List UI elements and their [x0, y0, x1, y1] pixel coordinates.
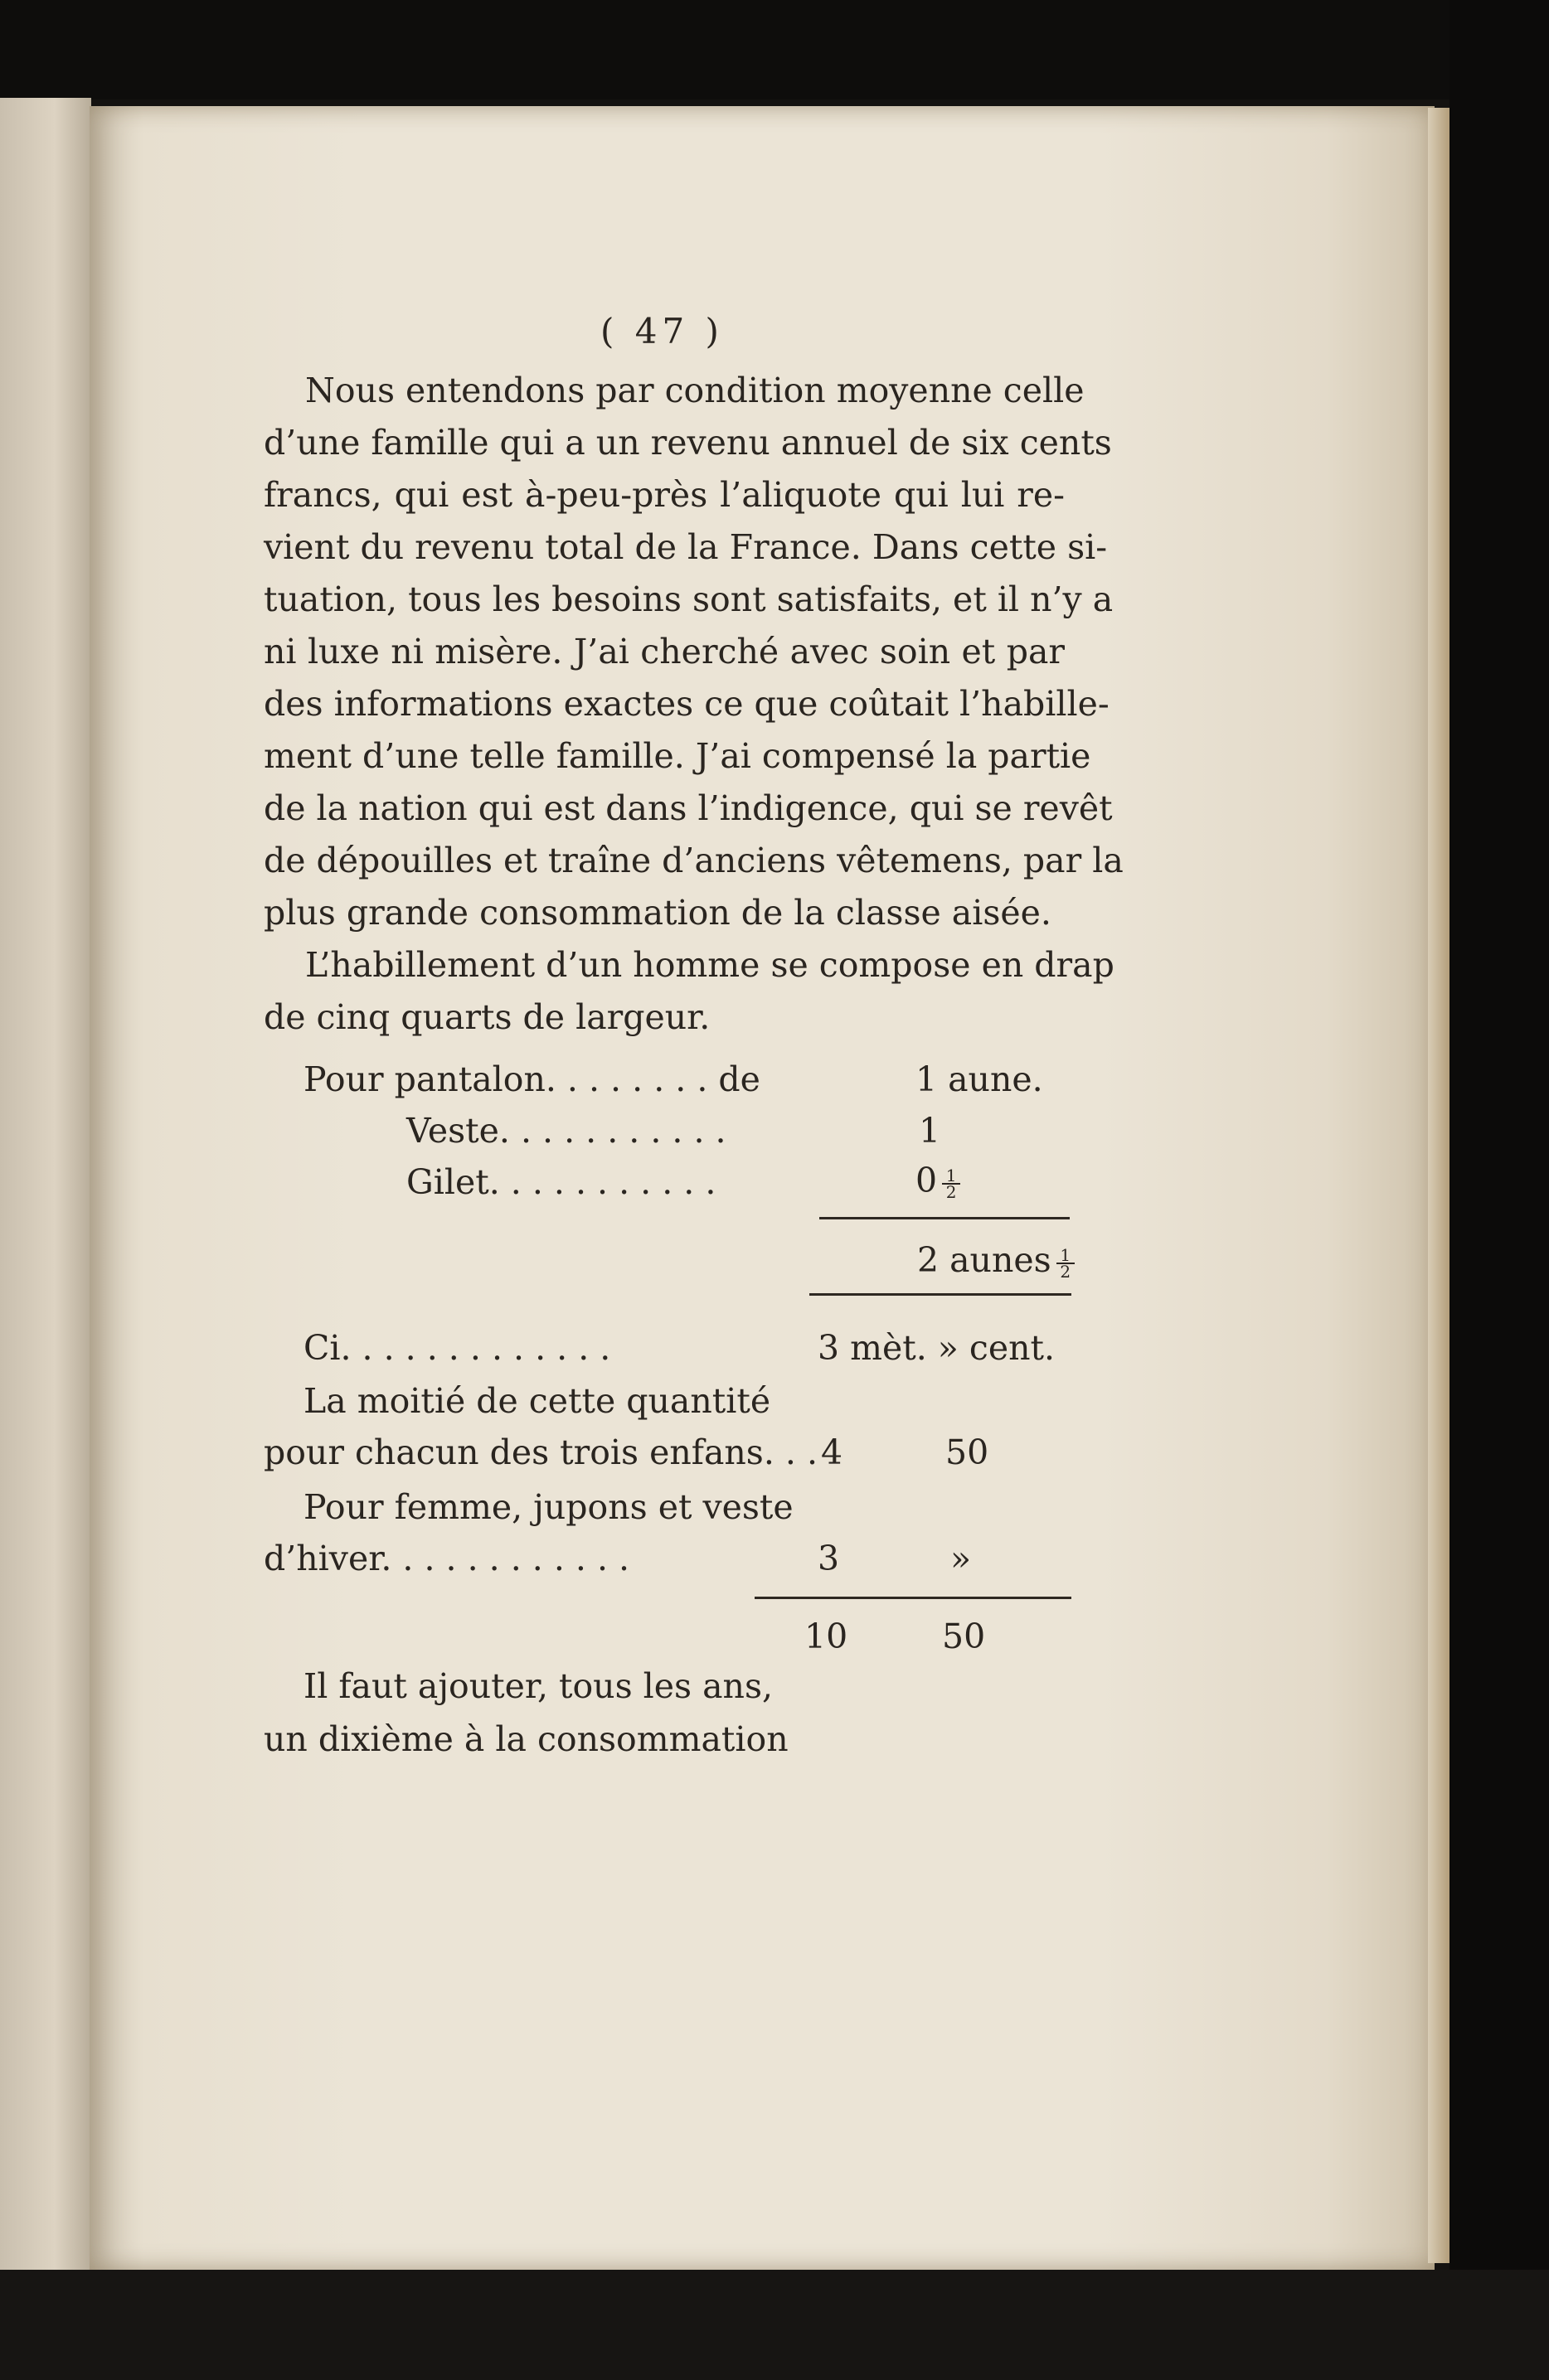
paragraph-line: de la nation qui est dans l’indigence, qui se revêt: [264, 788, 1113, 828]
paragraph-line: d’une famille qui a un revenu annuel de six cents: [264, 423, 1112, 463]
paragraph-line: L’habillement d’un homme se compose en drap: [305, 945, 1114, 985]
closing-line-2: un dixième à la consommation: [264, 1719, 789, 1759]
paragraph-line: vient du revenu total de la France. Dans cette si-: [264, 527, 1108, 567]
fraction-denominator: 2: [1060, 1261, 1071, 1282]
woman-cent: »: [950, 1539, 972, 1578]
gilet-value: [915, 1161, 960, 1200]
woman-label-line2: d’hiver. . . . . . . . . . . .: [264, 1539, 630, 1578]
children-cent: 50: [945, 1432, 989, 1472]
ci-value: 3 mèt. » cent.: [818, 1328, 1056, 1368]
ci-label: Ci. . . . . . . . . . . . .: [303, 1328, 611, 1368]
children-label-line2: pour chacun des trois enfans. . .: [264, 1432, 818, 1472]
children-label-line1: La moitié de cette quantité: [303, 1381, 771, 1421]
children-met: 4: [821, 1432, 843, 1472]
gilet-value-number: 0: [915, 1161, 938, 1200]
woman-label-line1: Pour femme, jupons et veste: [303, 1487, 794, 1527]
woman-met: 3: [818, 1539, 840, 1578]
pantalon-value: 1 aune.: [915, 1059, 1043, 1099]
half-fraction: [1056, 1244, 1075, 1282]
paragraph-line: tuation, tous les besoins sont satisfaits, et il n’y a: [264, 579, 1114, 619]
fraction-numerator: 1: [945, 1165, 957, 1185]
total-met: 10: [804, 1617, 848, 1656]
paragraph-condition-moyenne: [264, 365, 1124, 1044]
paragraph-line: de cinq quarts de largeur.: [264, 997, 711, 1037]
closing-line-1: Il faut ajouter, tous les ans,: [303, 1666, 774, 1706]
paragraph-line: ment d’une telle famille. J’ai compensé la partie: [264, 736, 1091, 776]
veste-value: 1: [919, 1111, 941, 1151]
background-right: [1449, 0, 1549, 2380]
paragraph-line: des informations exactes ce que coûtait l’habille-: [264, 684, 1110, 724]
cloth-total: [917, 1240, 1075, 1280]
paragraph-line: Nous entendons par condition moyenne celle: [305, 371, 1085, 410]
page-number: ( 47 ): [600, 311, 724, 351]
total-cent: 50: [942, 1617, 986, 1656]
gilet-label: Gilet. . . . . . . . . . .: [406, 1162, 716, 1202]
sum-rule: [755, 1597, 1071, 1599]
paragraph-line: plus grande consommation de la classe aisée.: [264, 893, 1051, 933]
fraction-denominator: 2: [945, 1181, 957, 1202]
sum-rule: [809, 1293, 1071, 1296]
background-top: [0, 0, 1549, 99]
half-fraction: [942, 1165, 960, 1202]
background-bottom: [0, 2270, 1549, 2380]
previous-page-edge: [0, 98, 91, 2278]
sum-rule: [819, 1217, 1070, 1219]
pantalon-label: Pour pantalon. . . . . . . . de: [303, 1059, 760, 1099]
fraction-numerator: 1: [1060, 1244, 1071, 1265]
cloth-total-value: 2 aunes: [917, 1240, 1051, 1280]
paragraph-line: ni luxe ni misère. J’ai cherché avec soin et par: [264, 632, 1065, 671]
page-fore-edge: [1428, 108, 1449, 2263]
veste-label: Veste. . . . . . . . . . .: [406, 1111, 726, 1151]
paragraph-line: de dépouilles et traîne d’anciens vêtemens, par la: [264, 841, 1124, 880]
paragraph-line: francs, qui est à-peu-près l’aliquote qui lui re-: [264, 475, 1065, 515]
